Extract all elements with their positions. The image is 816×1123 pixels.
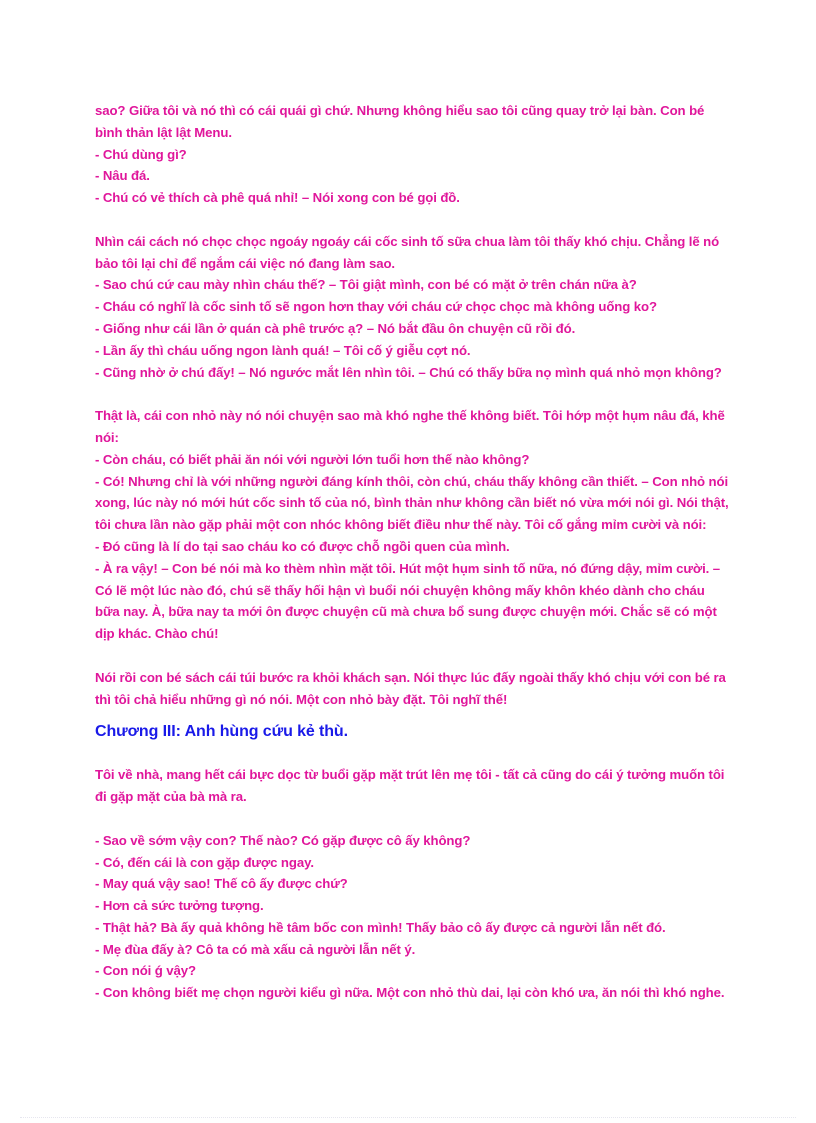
- dialogue-line: - Đó cũng là lí do tại sao cháu ko có được chỗ ngồi quen của mình.: [95, 538, 510, 554]
- dialogue-line: - Thật hả? Bà ấy quả không hề tâm bốc con mình! Thấy bảo cô ấy được cả người lẫn nết đó.: [95, 919, 666, 935]
- dialogue-line: - Sao về sớm vậy con? Thế nào? Có gặp được cô ấy không?: [95, 832, 471, 848]
- dialogue-line: - Có! Nhưng chỉ là với những người đáng kính thôi, còn chú, cháu thấy không cần thiết. – Con nhỏ nói xong, lúc này nó mới hút cốc sinh tố của nó, bình thản như không cần biết nó vừa mới nói gì. Nói thật, tôi chưa lần nào gặp phải một con nhóc không biết điều như thế này. Tôi cố gắng mỉm cười và nói:: [95, 473, 729, 533]
- dialogue-line: - À ra vậy! – Con bé nói mà ko thèm nhìn mặt tôi. Hút một hụm sinh tố nữa, nó đứng dậy, mỉm cười. – Có lẽ một lúc nào đó, chú sẽ thấy hối hận vì buổi nói chuyện không mấy khôn khéo dành cho cháu bữa nay. À, bữa nay ta mới ôn được chuyện cũ mà chưa bổ sung được chuyện mới. Chắc sẽ có một dịp khác. Chào chú!: [95, 560, 721, 642]
- dialogue-line: - Con nói ǵ vậy?: [95, 963, 196, 979]
- dialogue-line: - Lần ấy thì cháu uống ngon lành quá! – Tôi cố ý giễu cợt nó.: [95, 342, 471, 358]
- dialogue-line: - Có, đến cái là con gặp được ngay.: [95, 854, 314, 870]
- dialogue-line: - May quá vậy sao! Thế cô ấy được chứ?: [95, 876, 348, 892]
- page-bottom-rule: [20, 1117, 796, 1118]
- dialogue-line: - Giống như cái lần ở quán cà phê trước ạ? – Nó bắt đầu ôn chuyện cũ rồi đó.: [95, 320, 576, 336]
- dialogue-line: - Mẹ đùa đấy à? Cô ta có mà xấu cả người lẫn nết ý.: [95, 941, 416, 957]
- dialogue-line: - Chú có vẻ thích cà phê quá nhỉ! – Nói xong con bé gọi đồ.: [95, 190, 460, 206]
- paragraph-line: Tôi về nhà, mang hết cái bực dọc từ buổi gặp mặt trút lên mẹ tôi - tất cả cũng do cái ý tưởng muốn tôi đi gặp mặt của bà mà ra.: [95, 767, 725, 805]
- paragraph-line: Nhìn cái cách nó chọc chọc ngoáy ngoáy cái cốc sinh tố sữa chua làm tôi thấy khó chịu. Chẳng lẽ nó bảo tôi lại chỉ để ngắm cái việc nó đang làm sao.: [95, 233, 720, 271]
- dialogue-line: - Cháu có nghĩ là cốc sinh tố sẽ ngon hơn thay với cháu cứ chọc chọc mà không uống ko?: [95, 299, 657, 315]
- paragraph-line: sao? Giữa tôi và nó thì có cái quái gì chứ. Nhưng không hiểu sao tôi cũng quay trở lại bàn. Con bé bình thản lật lật Menu.: [95, 103, 705, 140]
- chapter-heading: Chương III: Anh hùng cứu kẻ thù.: [95, 723, 348, 741]
- dialogue-line: - Nâu đá.: [95, 168, 150, 184]
- dialogue-line: - Chú dùng gì?: [95, 146, 187, 162]
- dialogue-line: - Con không biết mẹ chọn người kiểu gì nữa. Một con nhỏ thù dai, lại còn khó ưa, ăn nói thì khó nghe.: [95, 985, 725, 1001]
- dialogue-line: - Còn cháu, có biết phải ăn nói với người lớn tuổi hơn thế nào không?: [95, 451, 530, 467]
- document-body: [95, 100, 730, 1004]
- paragraph-line: Thật là, cái con nhỏ này nó nói chuyện sao mà khó nghe thế không biết. Tôi hớp một hụm nâu đá, khẽ nói:: [95, 408, 725, 445]
- dialogue-line: - Hơn cả sức tưởng tượng.: [95, 898, 264, 914]
- dialogue-line: - Cũng nhờ ở chú đấy! – Nó ngước mắt lên nhìn tôi. – Chú có thấy bữa nọ mình quá nhỏ mọn không?: [95, 364, 722, 380]
- dialogue-line: - Sao chú cứ cau mày nhìn cháu thế? – Tôi giật mình, con bé có mặt ở trên chán nữa à?: [95, 277, 637, 293]
- paragraph-line: Nói rồi con bé sách cái túi bước ra khỏi khách sạn. Nói thực lúc đấy ngoài thấy khó chịu với con bé ra thì tôi chả hiểu những gì nó nói. Một con nhỏ bày đặt. Tôi nghĩ thế!: [95, 669, 726, 707]
